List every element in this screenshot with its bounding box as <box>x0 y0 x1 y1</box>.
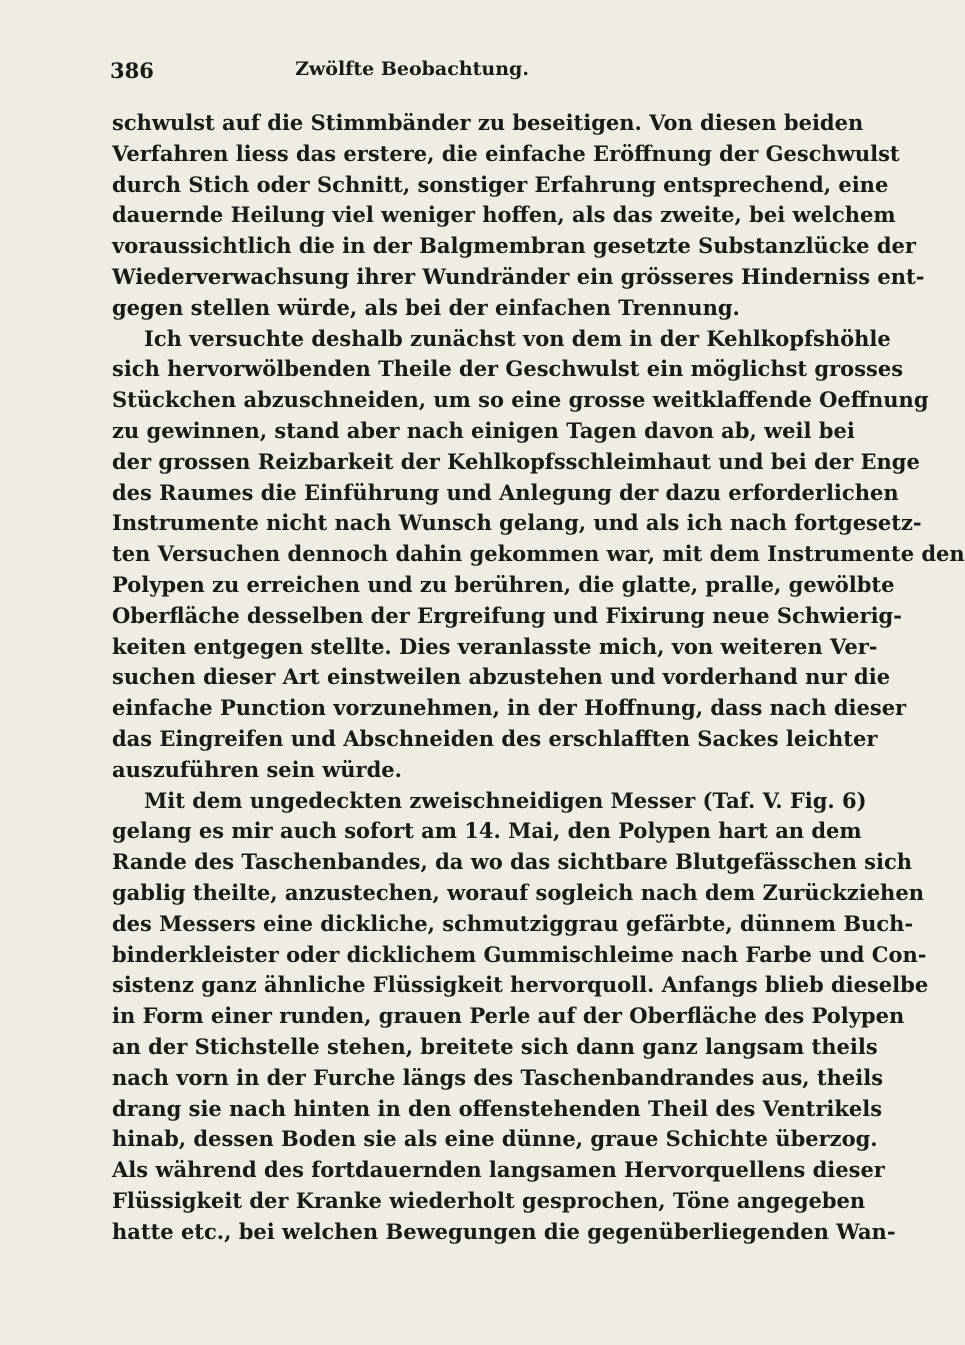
text-line: keiten entgegen stellte. Dies veranlasste mich, von weiteren Ver- <box>112 633 878 659</box>
text-line: Polypen zu erreichen und zu berühren, die glatte, pralle, gewölbte <box>112 571 895 597</box>
text-line: schwulst auf die Stimmbänder zu beseitigen. Von diesen beiden <box>112 110 864 135</box>
text-line: der grossen Reizbarkeit der Kehlkopfsschleimhaut und bei der Enge <box>112 448 920 474</box>
text-line: Als während des fortdauernden langsamen Hervorquellens dieser <box>112 1157 885 1183</box>
page-number: 386 <box>110 58 154 83</box>
text-line: drang sie nach hinten in den offenstehenden Theil des Ventrikels <box>112 1095 883 1121</box>
text-line: einfache Punction vorzunehmen, in der Hoffnung, dass nach dieser <box>112 695 907 721</box>
text-line: suchen dieser Art einstweilen abzustehen und vorderhand nur die <box>112 664 891 690</box>
text-line: hatte etc., bei welchen Bewegungen die gegenüberliegenden Wan- <box>112 1218 896 1244</box>
text-line: hinab, dessen Boden sie als eine dünne, graue Schichte überzog. <box>112 1126 878 1152</box>
text-line: Wiederverwachsung ihrer Wundränder ein grösseres Hinderniss ent- <box>112 263 925 289</box>
text-line: dauernde Heilung viel weniger hoffen, als das zweite, bei welchem <box>112 202 896 228</box>
text-line: Mit dem ungedeckten zweischneidigen Messer (Taf. V. Fig. 6) <box>144 787 867 813</box>
text-line: gablig theilte, anzustechen, worauf sogleich nach dem Zurückziehen <box>112 879 924 905</box>
text-line: Ich versuchte deshalb zunächst von dem in der Kehlkopfshöhle <box>144 325 891 351</box>
text-line: gegen stellen würde, als bei der einfachen Trennung. <box>112 294 740 320</box>
text-line: des Messers eine dickliche, schmutziggrau gefärbte, dünnem Buch- <box>112 910 914 936</box>
text-line: sistenz ganz ähnliche Flüssigkeit hervorquoll. Anfangs blieb dieselbe <box>112 972 929 998</box>
running-title: Zwölfte Beobachtung. <box>295 58 529 80</box>
text-line: durch Stich oder Schnitt, sonstiger Erfahrung entsprechend, eine <box>112 171 889 197</box>
text-line: das Eingreifen und Abschneiden des erschlafften Sackes leichter <box>112 725 878 751</box>
text-line: des Raumes die Einführung und Anlegung der dazu erforderlichen <box>112 479 899 505</box>
body-text <box>112 108 965 1247</box>
text-line: an der Stichstelle stehen, breitete sich dann ganz langsam theils <box>112 1033 878 1059</box>
running-head <box>110 58 714 88</box>
text-line: binderkleister oder dicklichem Gummischleime nach Farbe und Con- <box>112 941 927 967</box>
text-line: Verfahren liess das erstere, die einfache Eröffnung der Geschwulst <box>112 140 900 166</box>
text-line: Oberfläche desselben der Ergreifung und Fixirung neue Schwierig- <box>112 602 902 628</box>
text-line: in Form einer runden, grauen Perle auf der Oberfläche des Polypen <box>112 1003 905 1029</box>
text-line: Flüssigkeit der Kranke wiederholt gesprochen, Töne angegeben <box>112 1187 866 1213</box>
text-line: auszuführen sein würde. <box>112 756 402 782</box>
text-line: Instrumente nicht nach Wunsch gelang, und als ich nach fortgesetz- <box>112 510 922 536</box>
text-line: sich hervorwölbenden Theile der Geschwulst ein möglichst grosses <box>112 356 904 382</box>
text-line: gelang es mir auch sofort am 14. Mai, den Polypen hart an dem <box>112 818 862 844</box>
text-line: Rande des Taschenbandes, da wo das sichtbare Blutgefässchen sich <box>112 849 912 875</box>
text-line: nach vorn in der Furche längs des Taschenbandrandes aus, theils <box>112 1064 884 1090</box>
text-line: voraussichtlich die in der Balgmembran gesetzte Substanzlücke der <box>112 233 916 259</box>
text-line: zu gewinnen, stand aber nach einigen Tagen davon ab, weil bei <box>112 417 855 443</box>
text-line: ten Versuchen dennoch dahin gekommen war, mit dem Instrumente den <box>112 541 965 567</box>
text-line: Stückchen abzuschneiden, um so eine grosse weitklaffende Oeffnung <box>112 387 929 413</box>
